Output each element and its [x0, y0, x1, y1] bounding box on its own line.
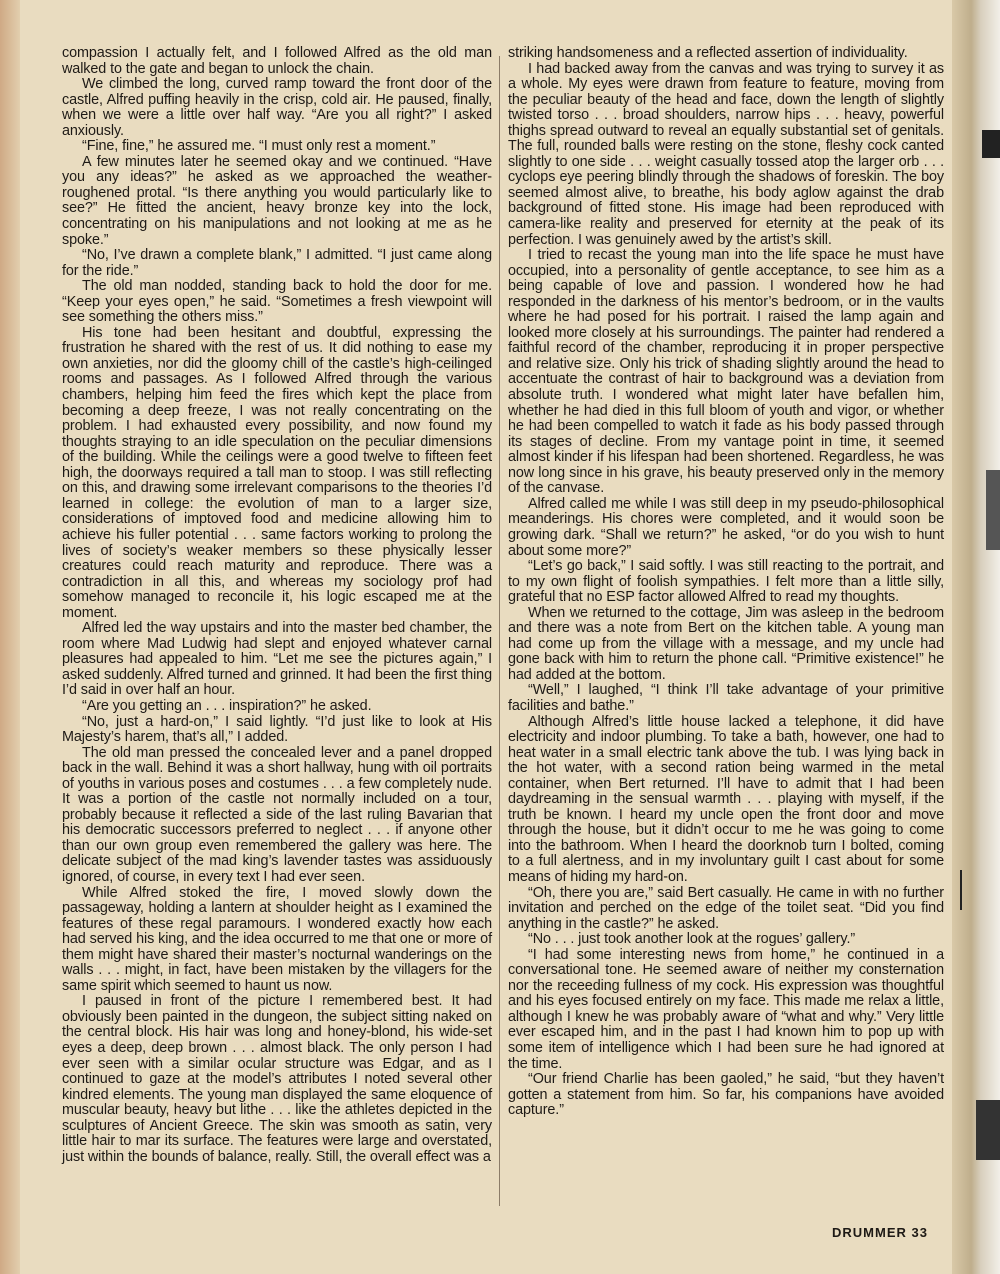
adjacent-page-mark: [982, 130, 1000, 158]
paragraph: “Oh, there you are,” said Bert casually. He came in with no further invitation and perched on the edge of the toilet seat. “Did you find anything in the castle?” he asked.: [508, 884, 944, 932]
paragraph: Alfred called me while I was still deep in my pseudo-philosophical meanderings. His chores were completed, and it would soon be growing dark. “Shall we return?” he asked, “or do you wish to hunt about some more?”: [508, 495, 944, 559]
adjacent-page-mark: [986, 470, 1000, 550]
paragraph: A few minutes later he seemed okay and we continued. “Have you any ideas?” he asked as we approached the weather-roughened protal. “Is there anything you would particularly like to see?” He fitted the ancient, heavy bronze key into the lock, concentrating on his manipulations and not looking at me as he spoke.”: [62, 153, 492, 248]
article-column-left: [62, 46, 492, 1165]
magazine-name: DRUMMER: [832, 1225, 907, 1240]
paragraph: The old man nodded, standing back to hold the door for me. “Keep your eyes open,” he said. “Sometimes a fresh viewpoint will see something the others miss.”: [62, 278, 492, 326]
paragraph: “No, just a hard-on,” I said lightly. “I’d just like to look at His Majesty’s harem, that’s all,” I added.: [62, 713, 492, 746]
paragraph: We climbed the long, curved ramp toward the front door of the castle, Alfred puffing heavily in the crisp, cold air. He paused, finally, when we were a little over half way. “Are you all right?” I asked anxiously.: [62, 76, 492, 139]
page-edge-right: [952, 0, 1000, 1274]
paragraph: When we returned to the cottage, Jim was asleep in the bedroom and there was a note from Bert on the kitchen table. A young man had come up from the village with a message, and my uncle had gone back with him to return the phone call. “Primitive existence!” he had added at the bottom.: [508, 604, 944, 683]
article-column-right: [508, 46, 944, 1119]
paragraph: Alfred led the way upstairs and into the master bed chamber, the room where Mad Ludwig had slept and enjoyed whatever carnal pleasures had appealed to him. “Let me see the pictures again,” I asked suddenly. Alfred turned and grinned. It had been the first thing I’d said in over half an hour.: [62, 620, 492, 699]
page-number: 33: [911, 1225, 928, 1240]
paragraph: I tried to recast the young man into the life space he must have occupied, into a personality of gentle acceptance, to see him as a being capable of love and passion. I wondered how he had responded in the darkness of his mentor’s bedroom, or in the vaults where he had posed for his portrait. I raised the lamp again and looked more closely at his surroundings. The painter had rendered a faithful record of the chamber, reproducing it in proper perspective and relative size. Only his trick of shading slightly around the head to accentuate the contrast of hair to background was a deviation from absolute truth. I wondered what might later have befallen him, whether he had died in this full bloom of youth and vigor, or whether he had been compelled to watch it fade as his body passed through its stages of decline. From my vantage point in time, it seemed almost kinder if his lifespan had been shortened. Regardless, he was now long since in his grave, his beauty preserved only in the memory of the canvase.: [508, 247, 944, 497]
paragraph: His tone had been hesitant and doubtful, expressing the frustration he shared with the rest of us. It did nothing to ease my own anxieties, nor did the gloomy chill of the castle’s high-ceilinged rooms and passages. As I followed Alfred through the various chambers, helping him feed the fires which kept the place from becoming a deep freeze, I was not really concentrating on the problem. I had exhausted every possibility, and now found my thoughts straying to an idle speculation on the peculiar dimensions of the building. While the ceilings were a good twelve to fifteen feet high, the doorways required a tall man to stoop. I was still reflecting on this, and drawing some irrelevant comparisons to the theories I’d learned in college: the evolution of man to a larger size, considerations of imptoved food and medicine allowing him to achieve his fuller potential . . . same factors working to prolong the lives of society’s weaker members so these physically lesser creatures could reach maturity and reproduce. There was a contradiction in all this, and whereas my sociology prof had somehow managed to reconcile it, his logic escaped me at the moment.: [62, 324, 492, 621]
paragraph: striking handsomeness and a reflected assertion of individuality.: [508, 45, 908, 61]
paragraph: “Well,” I laughed, “I think I’ll take advantage of your primitive facilities and bathe.”: [508, 682, 944, 714]
paragraph: “I had some interesting news from home,” he continued in a conversational tone. He seemed aware of neither my consternation nor the receeding fullness of my cock. His expression was thoughtful and his eyes focused entirely on my face. This made me relax a little, although I knew he was probably aware of “what and why.” Very little ever escaped him, and in the past I had known him to pop up with some item of intelligence which I had been sure he had ignored at the time.: [508, 946, 944, 1072]
column-divider: [499, 56, 500, 1206]
paragraph: “No, I’ve drawn a complete blank,” I admitted. “I just came along for the ride.”: [62, 247, 492, 279]
paragraph: “No . . . just took another look at the rogues’ gallery.”: [528, 931, 856, 948]
paragraph: “Are you getting an . . . inspiration?” he asked.: [82, 697, 372, 714]
paragraph: I had backed away from the canvas and was trying to survey it as a whole. My eyes were drawn from feature to feature, moving from the peculiar beauty of the head and face, down the length of slightly twisted torso . . . broad shoulders, narrow hips . . . heavy, powerful thighs spread outward to reveal an equally substantial set of genitals. The full, rounded balls were resting on the stone, fleshy cock canted slightly to one side . . . weight casually tossed atop the larger orb . . . cyclops eye peering blindly through the shadows of foreskin. The boy seemed almost alive, to breathe, his body aglow against the drab background of fitted stone. His image had been reproduced with camera-like reality and preserved for eternity at the peak of its perfection. I was genuinely awed by the artist’s skill.: [508, 60, 944, 248]
paragraph: “Our friend Charlie has been gaoled,” he said, “but they haven’t gotten a statement from him. So far, his companions have avoided capture.”: [508, 1071, 944, 1119]
paragraph: “Let’s go back,” I said softly. I was still reacting to the portrait, and to my own flight of foolish sympathies. I felt more than a little silly, grateful that no ESP factor allowed Alfred to read my thoughts.: [508, 558, 944, 606]
page-edge-left: [0, 0, 20, 1274]
paragraph: I paused in front of the picture I remembered best. It had obviously been painted in the dungeon, the subject sitting naked on the central block. His hair was long and honey-blond, his wide-set eyes a deep, deep brown . . . almost black. The only person I had ever seen with a similar ocular structure was Edgar, and as I continued to gaze at the model’s attributes I noted several other kindred elements. The young man displayed the same eloquence of muscular beauty, heavy but lithe . . . like the athletes depicted in the sculptures of Ancient Greece. The skin was smooth as satin, very little hair to mar its surface. The features were large and overstated, just within the bounds of balance, really. Still, the overall effect was a: [62, 993, 492, 1165]
adjacent-page-mark: [976, 1100, 1000, 1160]
paragraph: The old man pressed the concealed lever and a panel dropped back in the wall. Behind it was a short hallway, hung with oil portraits of youths in various poses and costumes . . . a few completely nude. It was a portion of the castle not normally included on a tour, probably because it reflected a side of the last ruling Bavarian that his democratic successors preferred to neglect . . . if anyone other than our own group even remembered the gallery was here. The delicate subject of the mad king’s lavender tastes was assiduously ignored, of course, in every text I had ever seen.: [62, 744, 492, 885]
paragraph: compassion I actually felt, and I followed Alfred as the old man walked to the gate and began to unlock the chain.: [62, 45, 492, 77]
paragraph: Although Alfred’s little house lacked a telephone, it did have electricity and indoor plumbing. To take a bath, however, one had to heat water in a small electric tank above the tub. I was lying back in the hot water, with a second ration being warmed in the metal container, when Bert returned. I’ll have to admit that I had been daydreaming in the sensual warmth . . . playing with myself, if the truth be known. I heard my uncle open the front door and move through the house, but it didn’t occur to me he was going to come into the bathroom. When I heard the doorknob turn I bolted, coming to a full alertness, and in my involuntary guilt I cast about for some means of hiding my hard-on.: [508, 713, 944, 885]
paragraph: “Fine, fine,” he assured me. “I must only rest a moment.”: [82, 138, 436, 155]
paragraph: While Alfred stoked the fire, I moved slowly down the passageway, holding a lantern at shoulder height as I examined the features of these regal paramours. I wondered exactly how each had served his king, and the idea occurred to me that one or more of them might have shared their master’s nocturnal wanderings on the walls . . . might, in fact, have been mistaken by the villagers for the same spirit which seemed to haunt us now.: [62, 884, 492, 994]
adjacent-page-mark: [960, 870, 962, 910]
page-footer: [832, 1225, 928, 1240]
